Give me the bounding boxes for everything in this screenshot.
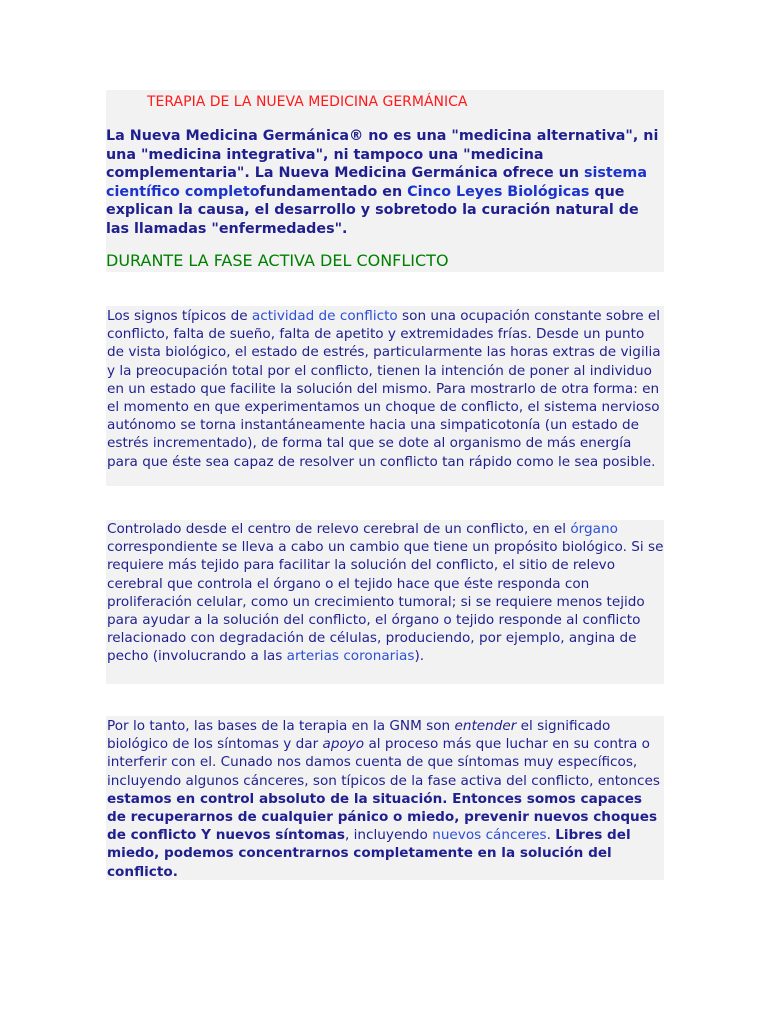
intro-section <box>106 90 664 272</box>
para3-text-3: al proceso más que luchar en su contra o interferir con el. Cunado nos damos cuenta de que síntomas muy específicos, incluyendo algunos cánceres, son típicos de la fase activa del conflicto, entonces <box>107 736 660 789</box>
intro-text-1: La Nueva Medicina Germánica® no es una "medicina alternativa", ni una "medicina integrativa", ni tampoco una "medicina complementaria". La Nueva Medicina Germánica ofrece un <box>106 128 659 181</box>
section-heading: DURANTE LA FASE ACTIVA DEL CONFLICTO <box>106 251 449 270</box>
intro-paragraph <box>106 127 664 238</box>
para3-emphasis-apoyo: apoyo <box>322 736 365 753</box>
link-arterias-coronarias[interactable]: arterias coronarias <box>286 648 415 665</box>
document-title: TERAPIA DE LA NUEVA MEDICINA GERMÁNICA <box>147 94 468 110</box>
para3-text-5: . <box>546 827 556 844</box>
link-actividad-conflicto[interactable]: actividad de conflicto <box>251 308 398 324</box>
para3-text-1: Por lo tanto, las bases de la terapia en la GNM son <box>107 718 455 734</box>
paragraph-3 <box>107 717 664 881</box>
paragraph-block-2 <box>106 520 664 684</box>
link-nuevos-canceres[interactable]: nuevos cánceres <box>432 827 547 844</box>
link-cinco-leyes[interactable]: Cinco Leyes Biológicas <box>407 183 590 200</box>
link-organo[interactable]: órgano <box>570 521 618 537</box>
para3-text-4: , incluyendo <box>345 827 433 844</box>
link-sistema-cientifico[interactable]: sistema científico completo <box>106 165 647 200</box>
paragraph-block-1 <box>106 306 664 486</box>
para3-text-2: el significado biológico de los síntomas y dar <box>107 718 611 753</box>
para2-text-1: Controlado desde el centro de relevo cerebral de un conflicto, en el <box>107 521 571 537</box>
intro-text-2: fundamentado en <box>259 183 408 200</box>
paragraph-block-3 <box>106 716 664 880</box>
para1-text-1: Los signos típicos de <box>107 308 252 324</box>
para2-text-3: ). <box>414 648 425 665</box>
paragraph-2 <box>107 520 664 666</box>
para3-bold-1: estamos en control absoluto de la situación. Entonces somos capaces de recuperarnos de cualquier pánico o miedo, prevenir nuevos choques de conflicto Y nuevos síntomas <box>107 790 658 844</box>
para3-bold-2: Libres del miedo, podemos concentrarnos completamente en la solución del conflicto. <box>107 827 631 880</box>
para1-text-2: son una ocupación constante sobre el conflicto, falta de sueño, falta de apetito y extremidades frías. Desde un punto de vista biológico, el estado de estrés, particularmente las horas extras de vigilia y la preocupación total por el conflicto, tienen la intención de poner al individuo en un estado que facilite la solución del mismo. Para mostrarlo de otra forma: en el momento en que experimentamos un choque de conflicto, el sistema nervioso autónomo se torna instantáneamente hacia una simpaticotonía (un estado de estrés incrementado), de forma tal que se dote al organismo de más energía para que éste sea capaz de resolver un conflicto tan rápido como le sea posible. <box>107 308 661 470</box>
intro-text-3: que explican la causa, el desarrollo y sobretodo la curación natural de las llamadas "enfermedades". <box>106 183 639 237</box>
paragraph-1 <box>107 307 664 471</box>
para3-emphasis-entender: entender <box>454 718 517 734</box>
para2-text-2: correspondiente se lleva a cabo un cambio que tiene un propósito biológico. Si se requiere más tejido para facilitar la solución del conflicto, el sitio de relevo cerebral que controla el órgano o el tejido hace que éste responda con proliferación celular, como un crecimiento tumoral; si se requiere menos tejido para ayudar a la solución del conflicto, el órgano o tejido responde al conflicto relacionado con degradación de células, produciendo, por ejemplo, angina de pecho (involucrando a las <box>107 539 664 665</box>
